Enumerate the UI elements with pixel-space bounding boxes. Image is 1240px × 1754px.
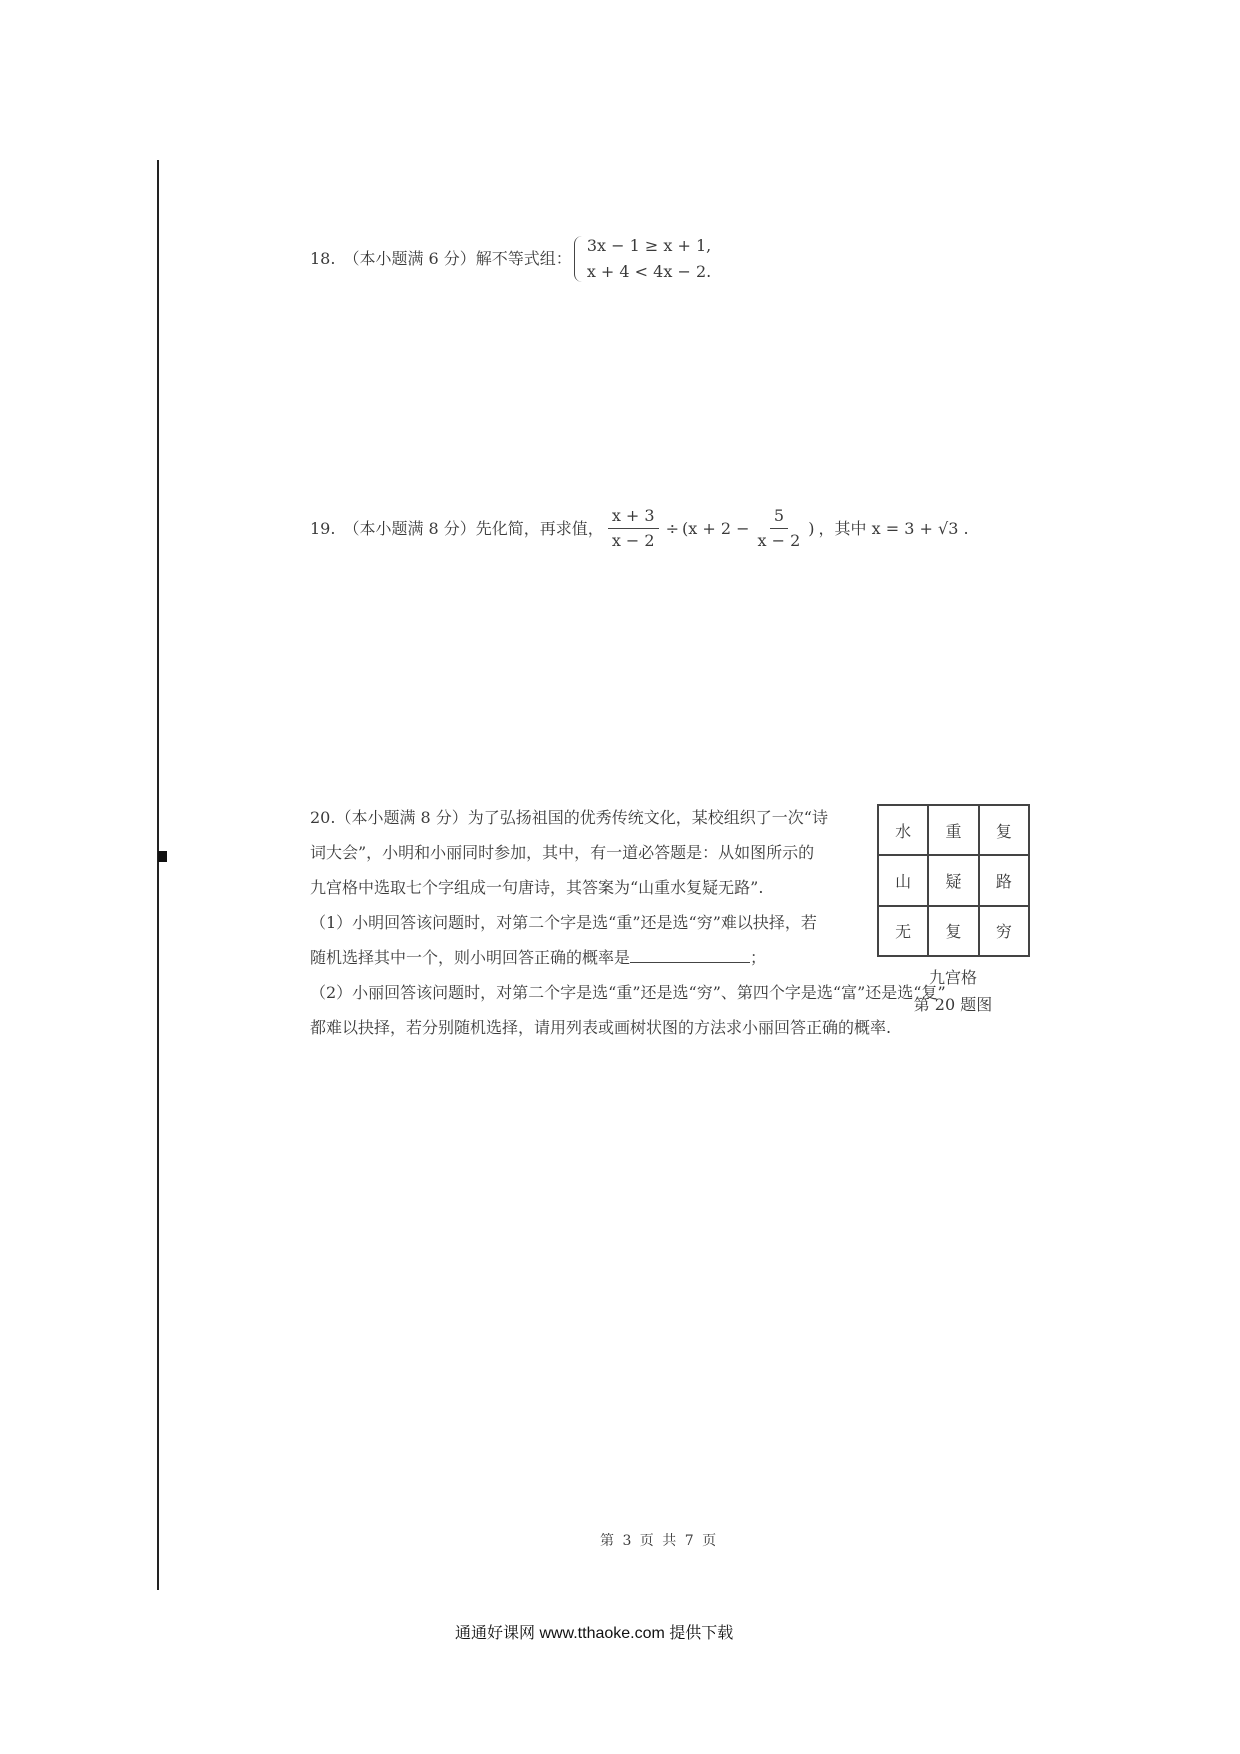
grid-cell: 复: [928, 906, 978, 956]
paren-open: (x + 2 −: [682, 518, 750, 538]
q18-head: （本小题满 6 分）解不等式组：: [343, 249, 572, 268]
q20-line-3: 九宫格中选取七个字组成一句唐诗，其答案为“山重水复疑无路”.: [310, 878, 764, 897]
grid-cell: 重: [928, 805, 978, 855]
fraction-1-numerator: x + 3: [608, 508, 659, 529]
paren-close: ): [808, 518, 815, 538]
fraction-2: [754, 508, 805, 549]
division-sign: ÷: [665, 518, 679, 538]
answer-blank[interactable]: [630, 942, 750, 963]
figure-caption: 第 20 题图: [913, 995, 993, 1014]
q19-head: （本小题满 8 分）先化简，再求值，: [343, 518, 604, 538]
inequality-2: x + 4 < 4x − 2.: [586, 262, 712, 281]
q20-line-5-end: ；: [750, 948, 767, 967]
binding-line: [157, 160, 159, 1590]
nine-square-grid: [877, 804, 1030, 957]
system-brace: [574, 236, 583, 282]
footer-source: 通通好课网 www.tthaoke.com 提供下载: [455, 1625, 734, 1642]
q19-tail: ，其中 x = 3 + √3 .: [818, 518, 969, 538]
question-19: [310, 508, 969, 549]
binding-mark: [158, 851, 167, 862]
q20-line-6: （2）小丽回答该问题时，对第二个字是选“重”还是选“穷”、第四个字是选“富”还是选“复”: [310, 983, 946, 1002]
grid-cell: 路: [979, 855, 1029, 905]
q18-number: 18.: [310, 249, 336, 268]
grid-cell: 复: [979, 805, 1029, 855]
q19-number: 19.: [310, 518, 336, 538]
grid-cell: 山: [878, 855, 928, 905]
grid-cell: 水: [878, 805, 928, 855]
fraction-2-numerator: 5: [770, 508, 788, 529]
grid-cell: 穷: [979, 906, 1029, 956]
q20-line-7: 都难以抉择，若分别随机选择，请用列表或画树状图的方法求小丽回答正确的概率.: [310, 1018, 892, 1037]
question-20: [310, 800, 946, 1045]
q20-line-1: 20.（本小题满 8 分）为了弘扬祖国的优秀传统文化，某校组织了一次“诗: [310, 808, 828, 827]
fraction-1-denominator: x − 2: [611, 531, 655, 550]
q20-line-5-text: 随机选择其中一个，则小明回答正确的概率是: [310, 948, 631, 967]
fraction-2-denominator: x − 2: [757, 531, 801, 550]
grid-caption: 九宫格: [928, 968, 977, 987]
inequality-system: [587, 238, 711, 280]
grid-cell: 无: [878, 906, 928, 956]
q20-line-2: 词大会”，小明和小丽同时参加，其中，有一道必答题是：从如图所示的: [310, 843, 815, 862]
inequality-1: 3x − 1 ≥ x + 1,: [586, 236, 712, 255]
q20-line-5: [310, 940, 870, 975]
fraction-1: [608, 508, 659, 549]
question-18: [310, 236, 711, 282]
page-number: 第 3 页 共 7 页: [600, 1533, 719, 1549]
grid-cell: 疑: [928, 855, 978, 905]
q20-line-4: （1）小明回答该问题时，对第二个字是选“重”还是选“穷”难以抉择，若: [310, 913, 817, 932]
